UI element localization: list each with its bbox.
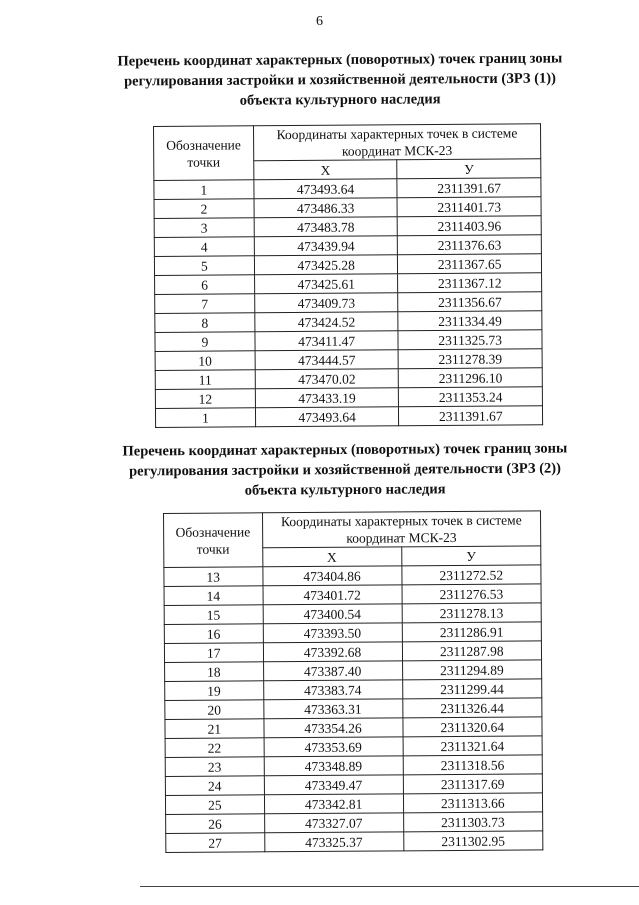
point-number-cell: 1 — [155, 408, 255, 428]
y-coordinate-cell: 2311303.73 — [403, 812, 543, 832]
table-row — [165, 698, 542, 720]
point-number-cell: 21 — [165, 719, 264, 739]
y-coordinate-cell: 2311325.73 — [398, 330, 542, 350]
point-number-cell: 16 — [164, 624, 263, 644]
point-number-cell: 15 — [164, 605, 263, 625]
point-number-cell: 19 — [165, 681, 264, 701]
coordinates-table-zrz-2 — [163, 510, 543, 853]
x-coordinate-cell: 473383.74 — [263, 680, 402, 700]
point-number-cell: 7 — [155, 294, 255, 314]
header-point-designation: Обозначение точки — [164, 513, 263, 568]
y-coordinate-cell: 2311287.98 — [402, 641, 542, 661]
table-row — [165, 774, 542, 796]
point-number-cell: 10 — [155, 351, 255, 371]
point-number-cell: 26 — [166, 814, 265, 834]
y-coordinate-cell: 2311326.44 — [402, 698, 542, 718]
y-coordinate-cell: 2311313.66 — [403, 793, 543, 813]
point-number-cell: 18 — [165, 662, 264, 682]
x-coordinate-cell: 473493.64 — [254, 179, 398, 199]
x-coordinate-cell: 473425.61 — [254, 274, 398, 294]
y-coordinate-cell: 2311403.96 — [398, 216, 542, 236]
point-number-cell: 14 — [164, 586, 263, 606]
x-coordinate-cell: 473387.40 — [263, 661, 402, 681]
x-coordinate-cell: 473411.47 — [255, 331, 399, 351]
point-number-cell: 11 — [155, 370, 255, 390]
header-y: У — [397, 159, 541, 179]
x-coordinate-cell: 473400.54 — [263, 604, 402, 624]
table-row — [164, 603, 541, 625]
table-row — [165, 755, 542, 777]
table-row — [165, 660, 542, 682]
x-coordinate-cell: 473348.89 — [264, 756, 403, 776]
y-coordinate-cell: 2311367.12 — [398, 273, 542, 293]
table-row — [164, 565, 541, 587]
table-row — [165, 679, 542, 701]
point-number-cell: 17 — [164, 643, 263, 663]
x-coordinate-cell: 473470.02 — [255, 369, 399, 389]
x-coordinate-cell: 473354.26 — [264, 718, 403, 738]
title-line: Перечень координат характерных (поворотных) точек границ зоны — [117, 50, 563, 70]
point-number-cell: 13 — [164, 567, 263, 587]
x-coordinate-cell: 473392.68 — [263, 642, 402, 662]
table-row — [166, 831, 543, 853]
y-coordinate-cell: 2311296.10 — [399, 368, 543, 388]
point-number-cell: 9 — [155, 332, 255, 352]
x-coordinate-cell: 473363.31 — [263, 699, 402, 719]
section-title-zrz-2 — [95, 438, 595, 501]
x-coordinate-cell: 473439.94 — [254, 236, 398, 256]
y-coordinate-cell: 2311299.44 — [402, 679, 542, 699]
y-coordinate-cell: 2311317.69 — [403, 774, 543, 794]
x-coordinate-cell: 473401.72 — [263, 585, 402, 605]
y-coordinate-cell: 2311367.65 — [398, 254, 542, 274]
y-coordinate-cell: 2311278.13 — [402, 603, 542, 623]
table-row — [164, 622, 541, 644]
point-number-cell: 25 — [165, 795, 264, 815]
header-coordinates: Координаты характерных точек в системе координат МСК-23 — [262, 511, 541, 548]
x-coordinate-cell: 473493.64 — [255, 407, 399, 427]
table-row — [164, 641, 541, 663]
x-coordinate-cell: 473327.07 — [264, 813, 403, 833]
table-row — [155, 406, 542, 428]
section-title-zrz-1 — [90, 48, 590, 111]
title-line: регулирования застройки и хозяйственной деятельности (ЗРЗ (2)) — [129, 460, 561, 480]
title-line: регулирования застройки и хозяйственной деятельности (ЗРЗ (1)) — [124, 70, 556, 90]
x-coordinate-cell: 473353.69 — [264, 737, 403, 757]
point-number-cell: 12 — [155, 389, 255, 409]
point-number-cell: 4 — [154, 237, 254, 257]
table-row — [165, 717, 542, 739]
x-coordinate-cell: 473483.78 — [254, 217, 398, 237]
header-x: X — [262, 547, 401, 567]
y-coordinate-cell: 2311278.39 — [398, 349, 542, 369]
x-coordinate-cell: 473433.19 — [255, 388, 399, 408]
y-coordinate-cell: 2311356.67 — [398, 292, 542, 312]
point-number-cell: 5 — [154, 256, 254, 276]
x-coordinate-cell: 473424.52 — [255, 312, 399, 332]
x-coordinate-cell: 473486.33 — [254, 198, 398, 218]
x-coordinate-cell: 473325.37 — [264, 832, 403, 852]
y-coordinate-cell: 2311276.53 — [402, 584, 542, 604]
title-line: объекта культурного наследия — [244, 481, 446, 499]
y-coordinate-cell: 2311286.91 — [402, 622, 542, 642]
y-coordinate-cell: 2311401.73 — [397, 197, 541, 217]
x-coordinate-cell: 473444.57 — [255, 350, 399, 370]
table-row — [164, 584, 541, 606]
y-coordinate-cell: 2311353.24 — [399, 387, 543, 407]
x-coordinate-cell: 473342.81 — [264, 794, 403, 814]
header-x: X — [254, 160, 398, 180]
title-line: Перечень координат характерных (поворотных) точек границ зоны — [122, 440, 568, 460]
y-coordinate-cell: 2311272.52 — [401, 565, 541, 585]
table-row — [165, 736, 542, 758]
point-number-cell: 20 — [165, 700, 264, 720]
point-number-cell: 2 — [154, 199, 254, 219]
footer-rule — [140, 886, 639, 887]
x-coordinate-cell: 473404.86 — [262, 566, 401, 586]
y-coordinate-cell: 2311320.64 — [403, 717, 543, 737]
page-number: 6 — [316, 14, 323, 29]
header-coordinates: Координаты характерных точек в системе координат МСК-23 — [253, 124, 540, 161]
y-coordinate-cell: 2311334.49 — [398, 311, 542, 331]
title-line: объекта культурного наследия — [239, 91, 441, 109]
y-coordinate-cell: 2311391.67 — [397, 178, 541, 198]
table-row — [166, 812, 543, 834]
x-coordinate-cell: 473393.50 — [263, 623, 402, 643]
y-coordinate-cell: 2311321.64 — [403, 736, 543, 756]
point-number-cell: 1 — [154, 180, 254, 200]
y-coordinate-cell: 2311376.63 — [398, 235, 542, 255]
table-row — [165, 793, 542, 815]
x-coordinate-cell: 473425.28 — [254, 255, 398, 275]
x-coordinate-cell: 473349.47 — [264, 775, 403, 795]
x-coordinate-cell: 473409.73 — [255, 293, 399, 313]
point-number-cell: 6 — [155, 275, 255, 295]
point-number-cell: 8 — [155, 313, 255, 333]
point-number-cell: 22 — [165, 738, 264, 758]
header-point-designation: Обозначение точки — [154, 126, 254, 181]
header-y: У — [401, 546, 541, 566]
coordinates-table-zrz-1 — [153, 123, 543, 428]
point-number-cell: 3 — [154, 218, 254, 238]
point-number-cell: 23 — [165, 757, 264, 777]
y-coordinate-cell: 2311318.56 — [403, 755, 543, 775]
y-coordinate-cell: 2311391.67 — [399, 406, 543, 426]
y-coordinate-cell: 2311294.89 — [402, 660, 542, 680]
point-number-cell: 27 — [166, 833, 265, 853]
y-coordinate-cell: 2311302.95 — [403, 831, 543, 851]
point-number-cell: 24 — [165, 776, 264, 796]
